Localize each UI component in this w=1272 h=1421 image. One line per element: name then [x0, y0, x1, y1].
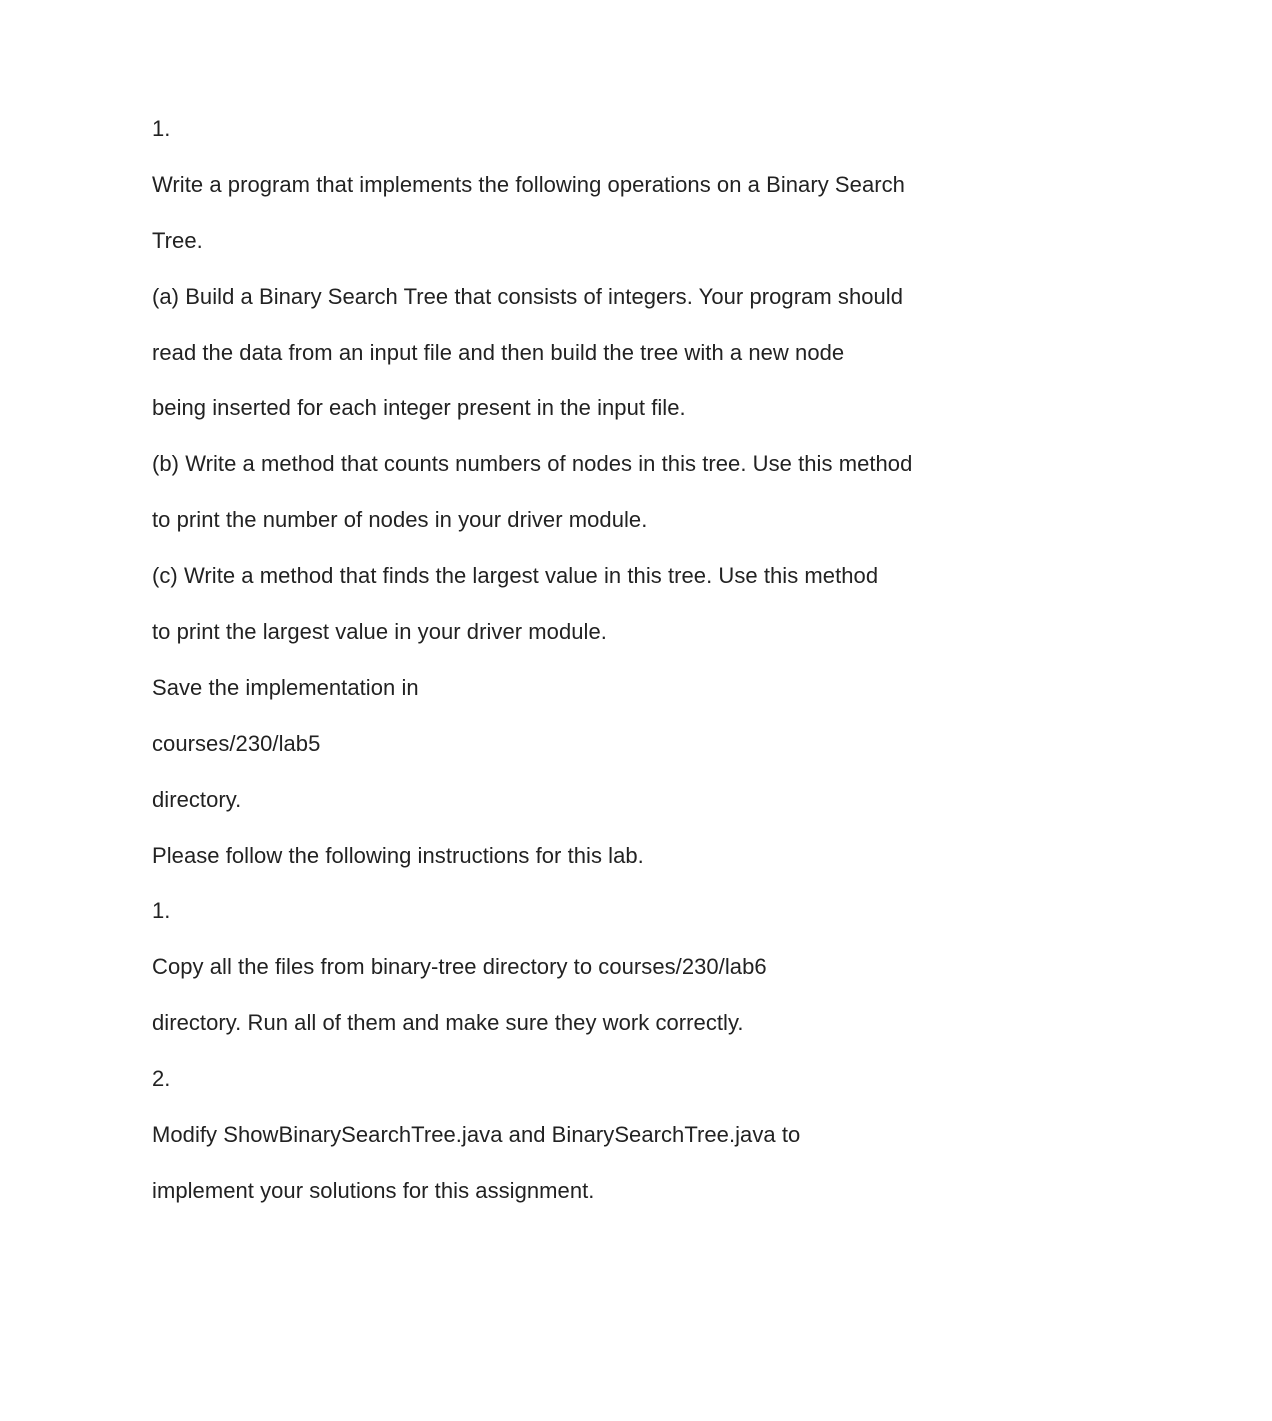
paragraph-line: (c) Write a method that finds the largest value in this tree. Use this method — [152, 563, 879, 589]
item-number: 1. — [152, 116, 171, 141]
paragraph-line: to print the largest value in your driver module. — [152, 619, 607, 645]
paragraph-line: Save the implementation in — [152, 674, 419, 700]
paragraph-line: (b) Write a method that counts numbers of nodes in this tree. Use this method — [152, 451, 913, 477]
paragraph-line: directory. Run all of them and make sure they work correctly. — [152, 1010, 744, 1036]
paragraph-line: (a) Build a Binary Search Tree that consists of integers. Your program should — [152, 283, 904, 309]
item-number: 2. — [152, 1066, 171, 1092]
instructions-heading: Please follow the following instructions for this lab. — [152, 842, 644, 868]
directory-path: courses/230/lab5 — [152, 730, 321, 756]
paragraph-line: Copy all the files from binary-tree directory to courses/230/lab6 — [152, 954, 767, 980]
document-body — [152, 101, 1152, 1219]
paragraph-line: Write a program that implements the following operations on a Binary Search — [152, 171, 905, 197]
paragraph-line: being inserted for each integer present in the input file. — [152, 395, 686, 421]
item-number: 1. — [152, 898, 171, 924]
paragraph-line: read the data from an input file and then build the tree with a new node — [152, 339, 845, 365]
paragraph-line: directory. — [152, 786, 242, 812]
paragraph-line: implement your solutions for this assignment. — [152, 1177, 595, 1203]
paragraph-line: to print the number of nodes in your driver module. — [152, 507, 648, 533]
paragraph-line: Tree. — [152, 227, 203, 253]
paragraph-line: Modify ShowBinarySearchTree.java and BinarySearchTree.java to — [152, 1122, 801, 1148]
